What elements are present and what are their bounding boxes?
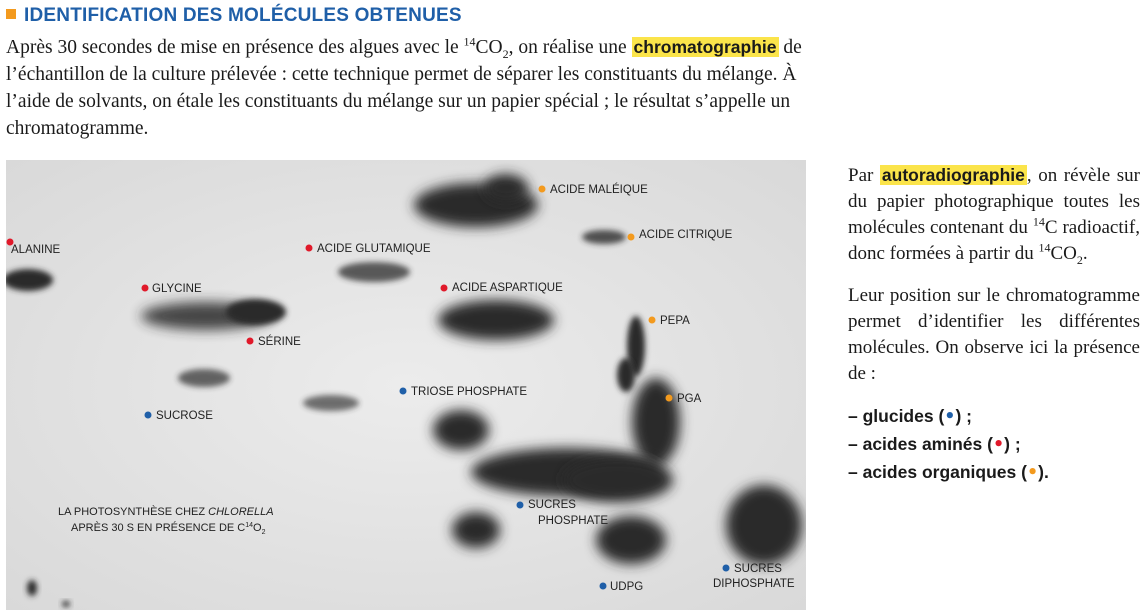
spot-pepa-low: [617, 358, 635, 392]
label-pepa: PEPA: [660, 315, 690, 327]
chromatographie-highlight: chromatographie: [633, 37, 777, 57]
label-acide-citrique: ACIDE CITRIQUE: [639, 229, 733, 241]
label-acide-maleique: ACIDE MALÉIQUE: [550, 184, 648, 196]
legend-item-acides-amines: – acides aminés (•) ;: [848, 434, 1021, 455]
intro-co2-sub: 2: [502, 46, 509, 61]
orange-dot-icon: [539, 186, 546, 193]
intro-text-1: Après 30 secondes de mise en présence des algues avec le: [6, 37, 464, 58]
caption-line-1: LA PHOTOSYNTHÈSE CHEZ CHLORELLA: [58, 506, 274, 518]
section-title: [6, 5, 462, 27]
spot-central-dark: [563, 458, 673, 502]
orange-square-icon: [6, 9, 16, 19]
label-acide-aspartique: ACIDE ASPARTIQUE: [452, 282, 563, 294]
spot-acide-glutamique: [338, 262, 410, 282]
chromatogram-image: [6, 160, 806, 610]
orange-dot-icon: •: [1026, 463, 1039, 483]
label-sucres-phosphate-2: PHOSPHATE: [538, 515, 609, 527]
label-serine: SÉRINE: [258, 336, 301, 348]
caption-line-2: APRÈS 30 S EN PRÉSENCE DE $C^{14}O_2$: [71, 522, 266, 536]
chromatogram-figure: [6, 160, 806, 610]
label-udpg: UDPG: [610, 581, 644, 593]
spot-acide-aspartique: [438, 300, 554, 340]
red-dot-icon: [142, 285, 149, 292]
spot-faint-2: [303, 395, 359, 411]
spot-sucres-diphosphate: [726, 485, 802, 565]
orange-dot-icon: [628, 234, 635, 241]
blue-dot-icon: [400, 388, 407, 395]
blue-dot-icon: [600, 583, 607, 590]
intro-co2: CO: [475, 37, 503, 58]
legend-item-glucides: – glucides (•) ;: [848, 406, 972, 427]
orange-dot-icon: [649, 317, 656, 324]
label-triose-phosphate: TRIOSE PHOSPHATE: [411, 386, 528, 398]
intro-paragraph: [6, 34, 806, 142]
spot-sucres-phosphate: [452, 512, 500, 548]
red-dot-icon: [441, 285, 448, 292]
blue-dot-icon: [145, 412, 152, 419]
blue-dot-icon: [723, 565, 730, 572]
section-title-text: IDENTIFICATION DES MOLÉCULES OBTENUES: [24, 5, 462, 26]
legend-item-acides-organiques: – acides organiques (•).: [848, 462, 1049, 483]
intro-text-2: , on réalise une: [508, 37, 632, 58]
label-sucrose: SUCROSE: [156, 410, 213, 422]
blue-dot-icon: •: [944, 407, 956, 427]
label-acide-glutamique: ACIDE GLUTAMIQUE: [317, 243, 431, 255]
spot-acide-maleique-top: [484, 174, 528, 202]
side-paragraph-2: Leur position sur le chromatogramme permet d’identifier les différentes molécules. On observe ici la présence de :: [848, 285, 1140, 384]
blue-dot-icon: [517, 502, 524, 509]
red-dot-icon: •: [992, 435, 1005, 455]
intro-co2-sup: 14: [463, 34, 476, 49]
legend-list: [848, 403, 1140, 487]
side-text: [848, 162, 1140, 487]
label-alanine: ALANINE: [11, 244, 61, 256]
label-sucres-diphosphate-2: DIPHOSPHATE: [713, 578, 795, 590]
label-pga: PGA: [677, 393, 702, 405]
label-sucres-diphosphate-1: SUCRES: [734, 563, 782, 575]
red-dot-icon: [247, 338, 254, 345]
spot-pga: [632, 378, 680, 466]
spot-serine: [226, 299, 286, 325]
red-dot-icon: [306, 245, 313, 252]
intro-text-3: de l’échantillon de la culture prélevée : cette technique permet de séparer les constituants du mélange. À l’aide de solvants, on étale les constituants du mélange sur un papier spécial ; le résultat s’appelle un chromatogramme.: [6, 37, 802, 139]
label-glycine: GLYCINE: [152, 283, 202, 295]
spot-acide-citrique: [582, 230, 626, 244]
spot-faint-1: [178, 369, 230, 387]
spot-origin-mark: [27, 580, 37, 596]
label-sucres-phosphate-1: SUCRES: [528, 499, 576, 511]
spot-triose-phosphate: [433, 410, 489, 450]
side-paragraph-1: Par autoradiographie , on révèle sur du papier photographique toutes les molécules contenant du $^{14}$C radioactif, donc formées à partir du $^{14}CO_2$.: [848, 165, 1140, 267]
autoradiographie-highlight: autoradiographie: [881, 165, 1025, 185]
spot-origin-mark-2: [62, 601, 70, 607]
orange-dot-icon: [666, 395, 673, 402]
